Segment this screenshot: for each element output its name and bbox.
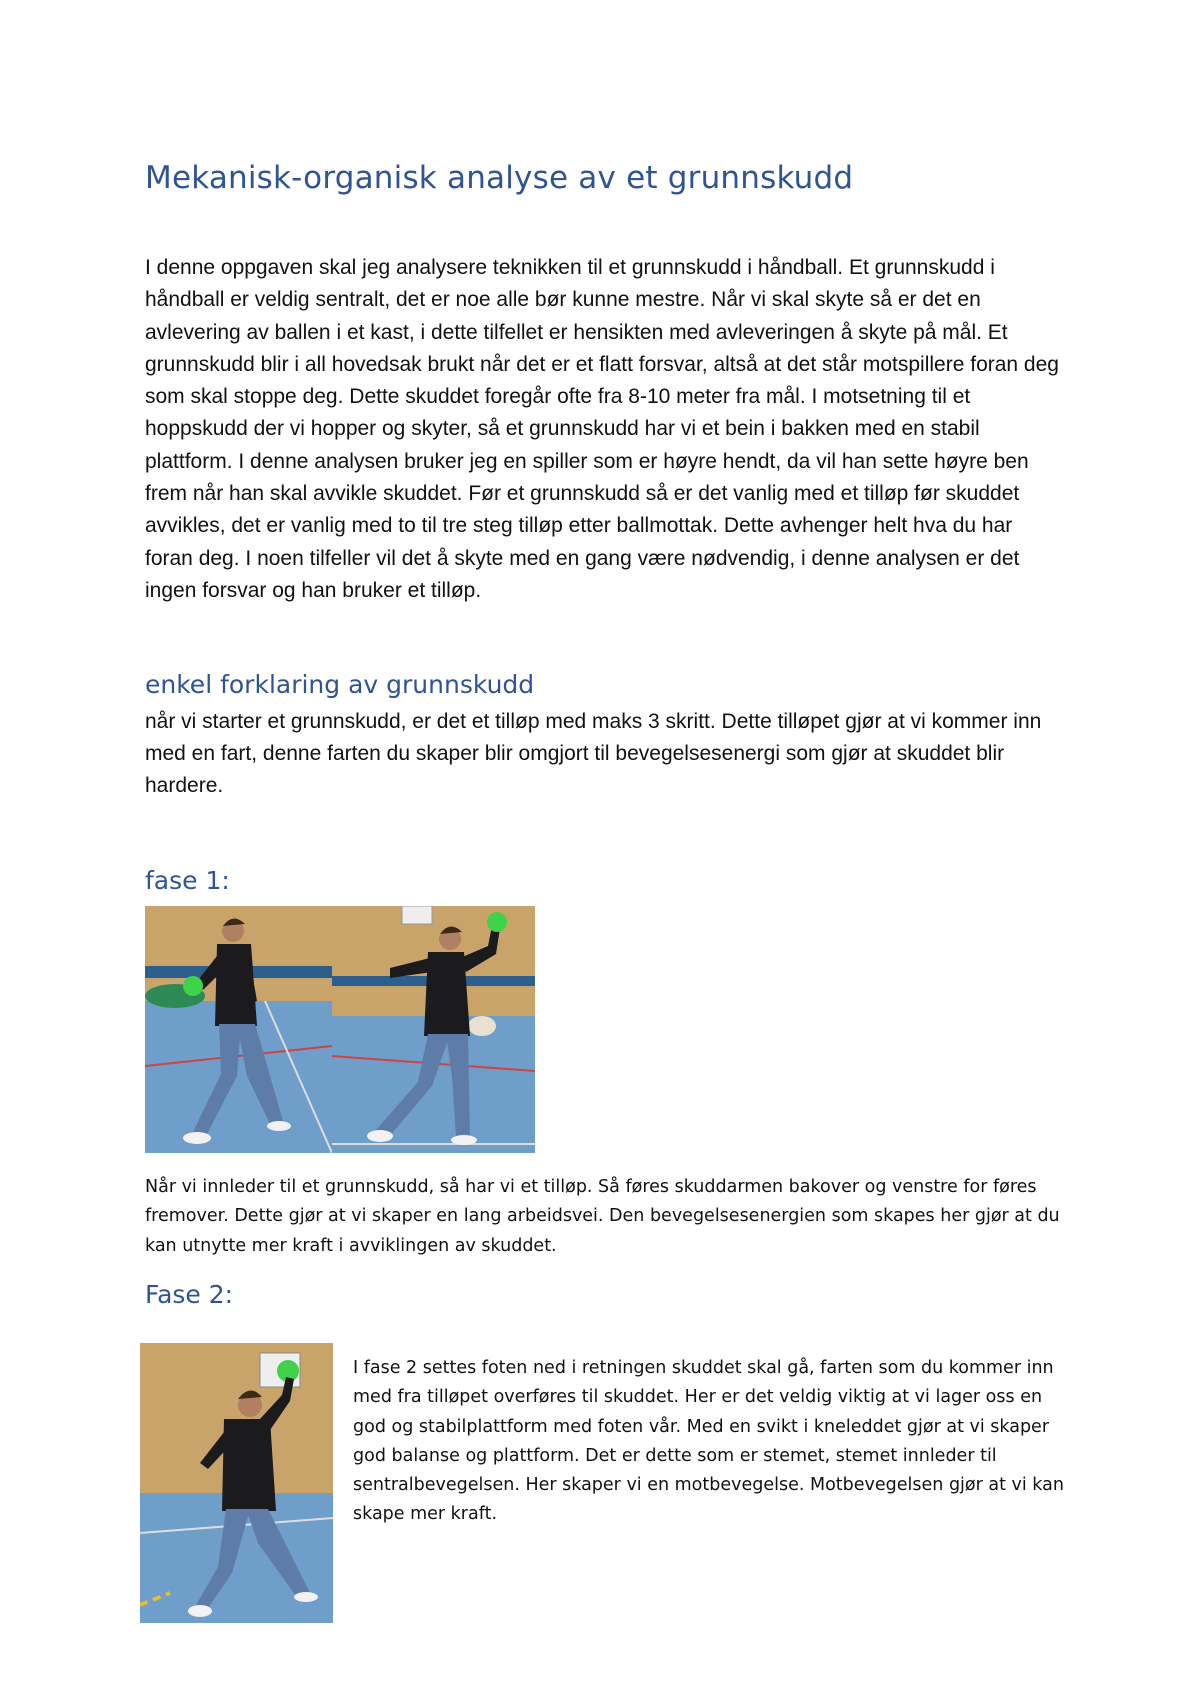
phase2-heading: Fase 2: — [145, 1280, 234, 1309]
phase1-paragraph: Når vi innleder til et grunnskudd, så har vi et tilløp. Så føres skuddarmen bakover og venstre for føres fremover. Dette gjør at vi skaper en lang arbeidsvei. Den bevegelsesenergien som skapes her gjør at du kan utnytte mer kraft i avviklingen av skuddet. — [145, 1177, 1060, 1256]
simple-explanation-paragraph: når vi starter et grunnskudd, er det et tilløp med maks 3 skritt. Dette tilløpet gjør at vi kommer inn med en fart, denne farten du skaper blir omgjort til bevegelsesenergi som gjør at skuddet blir hardere. — [145, 710, 1042, 797]
phase1-heading: fase 1: — [145, 866, 230, 895]
intro-paragraph: I denne oppgaven skal jeg analysere teknikken til et grunnskudd i håndball. Et grunnskudd i håndball er veldig sentralt, det er noe alle bør kunne mestre. Når vi skal skyte så er det en avlevering av ballen i et kast, i dette tilfellet er hensikten med avleveringen å skyte på mål. Et grunnskudd blir i all hovedsak brukt når det er et flatt forsvar, altså at det står motspillere foran deg som skal stoppe deg. Dette skuddet foregår ofte fra 8-10 meter fra mål. I motsetning til et hoppskudd der vi hopper og skyter, så et grunnskudd har vi et bein i bakken med en stabil plattform. I denne analysen bruker jeg en spiller som er høyre hendt, da vil han sette høyre ben frem når han skal avvikle skuddet. Før et grunnskudd så er det vanlig med et tilløp før skuddet avvikles, det er vanlig med to til tre steg tilløp etter ballmottak. Dette avhenger helt hva du har foran deg. I noen tilfeller vil det å skyte med en gang være nødvendig, i denne analysen er det ingen forsvar og han bruker et tilløp. — [145, 256, 1059, 602]
document-title: Mekanisk-organisk analyse av et grunnskudd — [145, 160, 854, 196]
phase2-photo-plant-foot — [140, 1343, 333, 1623]
phase1-photo-approach — [145, 906, 332, 1153]
phase2-paragraph: I fase 2 settes foten ned i retningen skuddet skal gå, farten som du kommer inn med fra tilløpet overføres til skuddet. Her er det veldig viktig at vi lager oss en god og stabilplattform med foten vår. Med en svikt i kneleddet gjør at vi skaper god balanse og plattform. Det er dette som er stemet, stemet innleder til sentralbevegelsen. Her skaper vi en motbevegelse. Motbevegelsen gjør at vi kan skape mer kraft. — [353, 1358, 1064, 1525]
phase1-photo-arm-back — [332, 906, 535, 1153]
simple-explanation-heading: enkel forklaring av grunnskudd — [145, 670, 535, 699]
